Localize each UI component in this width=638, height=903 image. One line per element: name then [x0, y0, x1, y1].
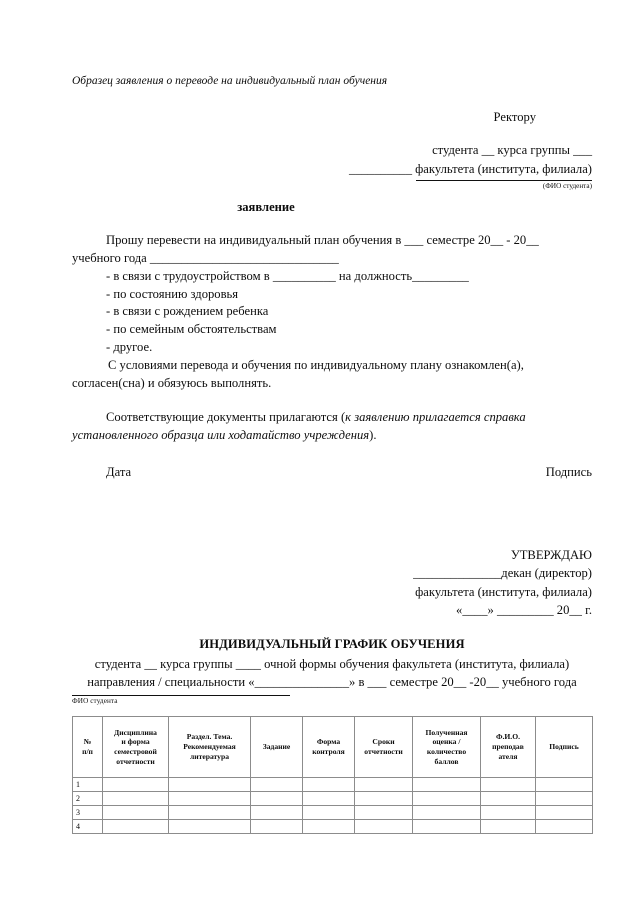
header-line: Полученная [425, 727, 468, 737]
row-number: 1 [73, 778, 103, 792]
row-cell-grade[interactable] [413, 778, 481, 792]
column-header-signature [536, 717, 593, 778]
row-cell-signature[interactable] [536, 792, 593, 806]
application-title: заявление [237, 199, 295, 214]
row-cell-control-form[interactable] [303, 806, 355, 820]
agreement-paragraph [72, 357, 592, 393]
student-name-caption: ФИО студента [72, 697, 118, 705]
header-line: Раздел. Тема. [186, 732, 233, 742]
date-label: Дата [106, 464, 132, 479]
table-row [73, 792, 593, 806]
request-paragraph [72, 232, 592, 268]
row-cell-grade[interactable] [413, 820, 481, 834]
row-number: 2 [73, 792, 103, 806]
reasons-list [72, 268, 592, 357]
document-body [72, 74, 592, 834]
addressee-rector: Ректору [493, 109, 536, 124]
row-cell-task[interactable] [251, 792, 303, 806]
schedule-table [72, 716, 593, 834]
row-cell-grade[interactable] [413, 792, 481, 806]
row-cell-discipline[interactable] [103, 820, 169, 834]
table-row [73, 820, 593, 834]
list-item: - по семейным обстоятельствам [106, 322, 277, 337]
header-line: отчетности [364, 747, 403, 756]
schedule-table-head [73, 717, 593, 778]
schedule-subtitle [72, 655, 592, 692]
row-cell-topic[interactable] [169, 778, 251, 792]
row-cell-control-form[interactable] [303, 792, 355, 806]
signature-label: Подпись [545, 464, 592, 479]
header-line: баллов [434, 756, 459, 766]
column-header-topic [169, 717, 251, 778]
row-cell-teacher[interactable] [481, 778, 536, 792]
row-cell-deadlines[interactable] [355, 820, 413, 834]
row-cell-teacher[interactable] [481, 792, 536, 806]
schedule-title: ИНДИВИДУАЛЬНЫЙ ГРАФИК ОБУЧЕНИЯ [199, 636, 465, 651]
header-line: ателя [498, 751, 518, 761]
documents-paragraph [72, 409, 592, 445]
student-name-rule [72, 695, 290, 696]
row-cell-signature[interactable] [536, 778, 593, 792]
documents-italic-2: установленного образца или ходатайство учреждения [72, 427, 370, 442]
list-item: - в связи с трудоустройством в __________ на должность_________ [106, 268, 469, 283]
table-row [73, 778, 593, 792]
row-cell-task[interactable] [251, 806, 303, 820]
row-cell-teacher[interactable] [481, 820, 536, 834]
row-cell-signature[interactable] [536, 806, 593, 820]
row-cell-signature[interactable] [536, 820, 593, 834]
table-row [73, 806, 593, 820]
row-cell-discipline[interactable] [103, 778, 169, 792]
row-number: 4 [73, 820, 103, 834]
column-header-control-form [303, 717, 355, 778]
header-line: Задание [262, 742, 291, 752]
header-line: преподав [492, 742, 524, 752]
list-item: - по состоянию здоровья [106, 286, 239, 301]
header-line: литература [189, 751, 229, 761]
header-line: семестровой [114, 747, 157, 756]
header-line: Ф.И.О. [495, 732, 521, 742]
row-cell-discipline[interactable] [103, 792, 169, 806]
approval-dean-line: ______________декан (директор) [413, 566, 592, 580]
row-number: 3 [73, 806, 103, 820]
header-line: Рекомендуемая [183, 742, 236, 752]
documents-lead-text: Соответствующие документы прилагаются ( [106, 409, 346, 424]
column-header-teacher [481, 717, 536, 778]
table-header-row [73, 717, 593, 778]
schedule-table-body [73, 778, 593, 834]
row-cell-topic[interactable] [169, 820, 251, 834]
column-header-discipline [103, 717, 169, 778]
header-line: Форма [316, 737, 341, 747]
addressee-block [72, 108, 592, 192]
schedule-subtitle-line-2: направления / специальности «_______________» в ___ семестре 20__ -20__ учебного года [87, 674, 577, 689]
addressee-faculty-line: __________ факультета (института, филиала) [349, 161, 592, 176]
document-caption: Образец заявления о переводе на индивидуальный план обучения [72, 75, 388, 87]
approval-heading: УТВЕРЖДАЮ [510, 547, 592, 562]
addressee-fio-caption: (ФИО студента) [542, 181, 592, 190]
header-line: Сроки [372, 737, 395, 747]
date-signature-row [72, 465, 592, 480]
row-cell-grade[interactable] [413, 806, 481, 820]
documents-italic-1: к заявлению прилагается справка [345, 409, 526, 424]
request-line-2: учебного года ______________________________ [72, 250, 339, 265]
request-line-1-text: Прошу перевести на индивидуальный план обучения в ___ семестре 20__ - 20__ [106, 232, 539, 247]
column-header-task [251, 717, 303, 778]
documents-tail-text: ). [369, 427, 377, 442]
column-header-deadlines [355, 717, 413, 778]
schedule-subtitle-line-1: студента __ курса группы ____ очной формы обучения факультета (института, филиала) [94, 656, 570, 671]
header-line: оценка / [432, 737, 461, 747]
row-cell-teacher[interactable] [481, 806, 536, 820]
approval-date-line: «____» _________ 20__ г. [456, 603, 592, 617]
header-line: № [83, 737, 92, 747]
header-line: Подпись [549, 742, 579, 752]
agreement-line-2: согласен(сна) и обязуюсь выполнять. [72, 375, 272, 390]
header-line: отчетности [116, 756, 155, 766]
list-item: - в связи с рождением ребенка [106, 304, 269, 319]
list-item: - другое. [106, 340, 153, 355]
request-line-1 [72, 232, 592, 250]
header-line: Дисциплина [114, 727, 157, 737]
header-line: контроля [312, 747, 345, 756]
documents-line-1 [72, 409, 592, 427]
row-cell-task[interactable] [251, 820, 303, 834]
row-cell-control-form[interactable] [303, 778, 355, 792]
row-cell-discipline[interactable] [103, 806, 169, 820]
addressee-gap [72, 127, 592, 141]
row-cell-task[interactable] [251, 778, 303, 792]
agreement-line-1: С условиями перевода и обучения по индивидуальному плану ознакомлен(а), [108, 358, 524, 372]
header-line: и форма [121, 737, 150, 747]
row-cell-topic[interactable] [169, 806, 251, 820]
header-line: количество [426, 747, 467, 756]
addressee-student-line: студента __ курса группы ___ [432, 142, 592, 157]
header-line: п/п [82, 747, 93, 756]
row-cell-deadlines[interactable] [355, 792, 413, 806]
documents-line-2 [72, 427, 592, 445]
column-header-number [73, 717, 103, 778]
approval-block [72, 546, 592, 620]
row-cell-topic[interactable] [169, 792, 251, 806]
row-cell-control-form[interactable] [303, 820, 355, 834]
column-header-grade [413, 717, 481, 778]
approval-faculty-line: факультета (института, филиала) [415, 584, 592, 599]
row-cell-deadlines[interactable] [355, 778, 413, 792]
row-cell-deadlines[interactable] [355, 806, 413, 820]
